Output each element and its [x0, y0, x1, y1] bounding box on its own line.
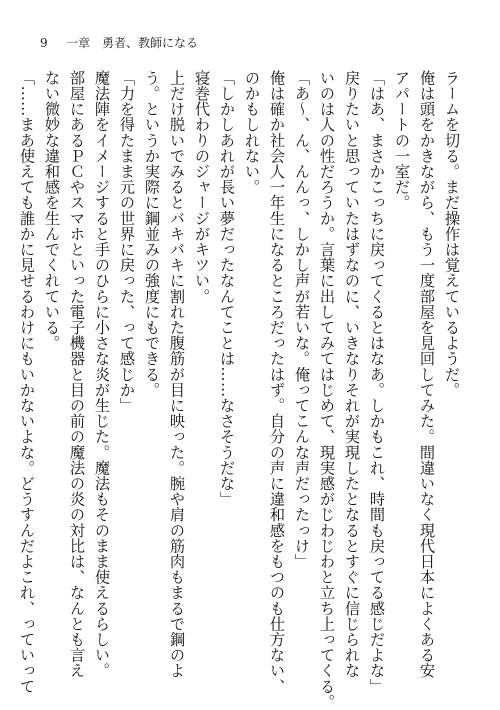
text-line: いのは人の性だろうか。言葉に出してみてはじめて、現実感がじわじわと立ち上ってくる。 [318, 70, 336, 710]
text-line: 「……まあ使えても誰かに見せるわけにもいかないよな。どうすんだよこれ、っていって [18, 70, 36, 694]
text-line: アパートの一室だ。 [393, 70, 411, 211]
text-line: 魔法陣をイメージすると手のひらに小さな炎が生じた。魔法もそのまま使えるらしい。 [93, 70, 111, 679]
text-line: 戻りたいと思っていたはずなのに、いきなりそれが実現したとなるとすぐに信じられな [343, 70, 361, 679]
running-head: 一章 勇者、教師になる [66, 36, 199, 50]
text-line: 寝巻代わりのジャージがキツい。 [193, 70, 211, 304]
page-header [40, 36, 198, 50]
text-line: 「あ〜、ん、んんっ、しかし声が若いな。俺ってこんな声だったっけ」 [293, 70, 311, 570]
text-line: のかもしれない。 [243, 70, 261, 195]
body-text [18, 70, 464, 710]
text-line: ラームを切る。まだ操作は覚えているようだ。 [443, 70, 461, 398]
text-line: 「力を得たまま元の世界に戻った、って感じか」 [118, 70, 136, 414]
text-line: ない微妙な違和感を生んでくれている。 [43, 70, 61, 351]
text-line: 上だけ脱いでみるとバキバキに割れた腹筋が目に映った。腕や肩の筋肉もまるで鋼のよ [168, 70, 186, 679]
text-line: 部屋にあるＰＣやスマホといった電子機器と目の前の魔法の炎の対比は、なんとも言え [68, 70, 86, 679]
text-line: 「しかしあれが長い夢だったなんてことは……なさそうだな」 [218, 70, 236, 507]
text-line: う。というか実際に鋼並みの強度にもできる。 [143, 70, 161, 398]
text-line: 俺は確か社会人一年生になるところだったはず。自分の声に違和感をもつのも仕方ない、 [268, 70, 286, 694]
text-line: 「はあ、まさかこっちに戻ってくるとはなあ。しかもこれ、時間も戻ってる感じだよな」 [368, 70, 386, 694]
text-line: 俺は頭をかきながら、もう一度部屋を見回してみた。間違いなく現代日本によくある安 [418, 70, 436, 679]
page-number: 9 [40, 36, 48, 50]
